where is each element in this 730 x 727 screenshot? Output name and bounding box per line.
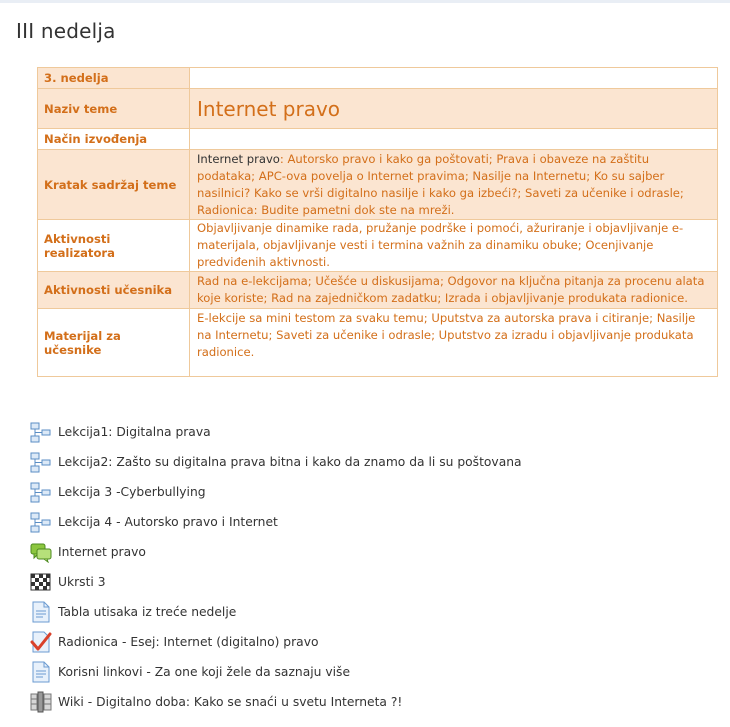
table-row <box>38 129 718 150</box>
row-value: Rad na e-lekcijama; Učešće u diskusijama; Odgovor na ključna pitanja za procenu alata koje koriste; Rad na zajedničkom zadatku; Izrada i objavljivanje produkata radionice. <box>190 272 718 309</box>
activity-lesson-4[interactable] <box>30 507 522 537</box>
row-value-rest: : Autorsko pravo i kako ga poštovati; Prava i obaveze na zaštitu podataka; APC-ova povelja o Internet pravima; Nasilje na Internetu; Ko su sajber nasilnici? Kako se vrši digitalno nasilje i kako ga izbeći?; Saveti za učenike i odrasle; Radionica: Budite pametni dok ste na mreži. <box>197 151 684 217</box>
lesson-icon <box>30 481 52 503</box>
assignment-icon <box>30 631 52 653</box>
row-label: Aktivnosti realizatora <box>38 220 190 272</box>
page-icon <box>30 661 52 683</box>
table-row <box>38 272 718 309</box>
activity-link[interactable]: Tabla utisaka iz treće nedelje <box>58 605 237 619</box>
row-value <box>190 129 718 150</box>
activity-link[interactable]: Wiki - Digitalno doba: Kako se snaći u svetu Interneta ?! <box>58 695 403 709</box>
lesson-icon <box>30 511 52 533</box>
row-value <box>190 150 718 220</box>
top-border <box>0 0 730 3</box>
activity-page-1[interactable] <box>30 597 522 627</box>
week-info-table <box>37 67 718 377</box>
section-title: III nedelja <box>16 19 116 43</box>
table-row <box>38 220 718 272</box>
activity-link[interactable]: Lekcija 3 -Cyberbullying <box>58 485 206 499</box>
row-label: Naziv teme <box>38 89 190 129</box>
table-row <box>38 89 718 129</box>
activity-lesson-3[interactable] <box>30 477 522 507</box>
row-label: Aktivnosti učesnika <box>38 272 190 309</box>
row-label: 3. nedelja <box>38 68 190 89</box>
activity-wiki[interactable] <box>30 687 522 717</box>
activity-lesson-1[interactable] <box>30 417 522 447</box>
forum-icon <box>30 541 52 563</box>
activity-link[interactable]: Lekcija2: Zašto su digitalna prava bitna i kako da znamo da li su poštovana <box>58 455 522 469</box>
row-value: Objavljivanje dinamike rada, pružanje podrške i pomoći, ažuriranje i objavljivanje e-materijala, objavljivanje vesti i termina važnih za dinamiku obuke; Ocenjivanje predviđenih aktivnosti. <box>190 220 718 272</box>
activity-lesson-2[interactable] <box>30 447 522 477</box>
topic-title: Internet pravo <box>190 89 718 129</box>
activity-assignment[interactable] <box>30 627 522 657</box>
wiki-icon <box>30 691 52 713</box>
row-value <box>190 68 718 89</box>
activity-link[interactable]: Lekcija1: Digitalna prava <box>58 425 211 439</box>
activity-link[interactable]: Korisni linkovi - Za one koji žele da saznaju više <box>58 665 351 679</box>
row-value-lead: Internet pravo <box>197 151 280 166</box>
crossword-icon <box>30 571 52 593</box>
table-row <box>38 309 718 377</box>
row-label: Materijal za učesnike <box>38 309 190 377</box>
activity-link[interactable]: Radionica - Esej: Internet (digitalno) pravo <box>58 635 319 649</box>
row-label: Kratak sadržaj teme <box>38 150 190 220</box>
activity-page-2[interactable] <box>30 657 522 687</box>
row-label: Način izvođenja <box>38 129 190 150</box>
activity-link[interactable]: Internet pravo <box>58 545 146 559</box>
page-icon <box>30 601 52 623</box>
activity-forum[interactable] <box>30 537 522 567</box>
lesson-icon <box>30 421 52 443</box>
activity-link[interactable]: Ukrsti 3 <box>58 575 106 589</box>
table-row <box>38 68 718 89</box>
row-value: E-lekcije sa mini testom za svaku temu; Uputstva za autorska prava i citiranje; Nasilje na Internetu; Saveti za učenike i odrasle; Uputstvo za izradu i objavljivanje produkata radionice. <box>190 309 718 377</box>
lesson-icon <box>30 451 52 473</box>
activity-link[interactable]: Lekcija 4 - Autorsko pravo i Internet <box>58 515 278 529</box>
table-row <box>38 150 718 220</box>
activity-crossword[interactable] <box>30 567 522 597</box>
activity-list <box>30 417 522 717</box>
